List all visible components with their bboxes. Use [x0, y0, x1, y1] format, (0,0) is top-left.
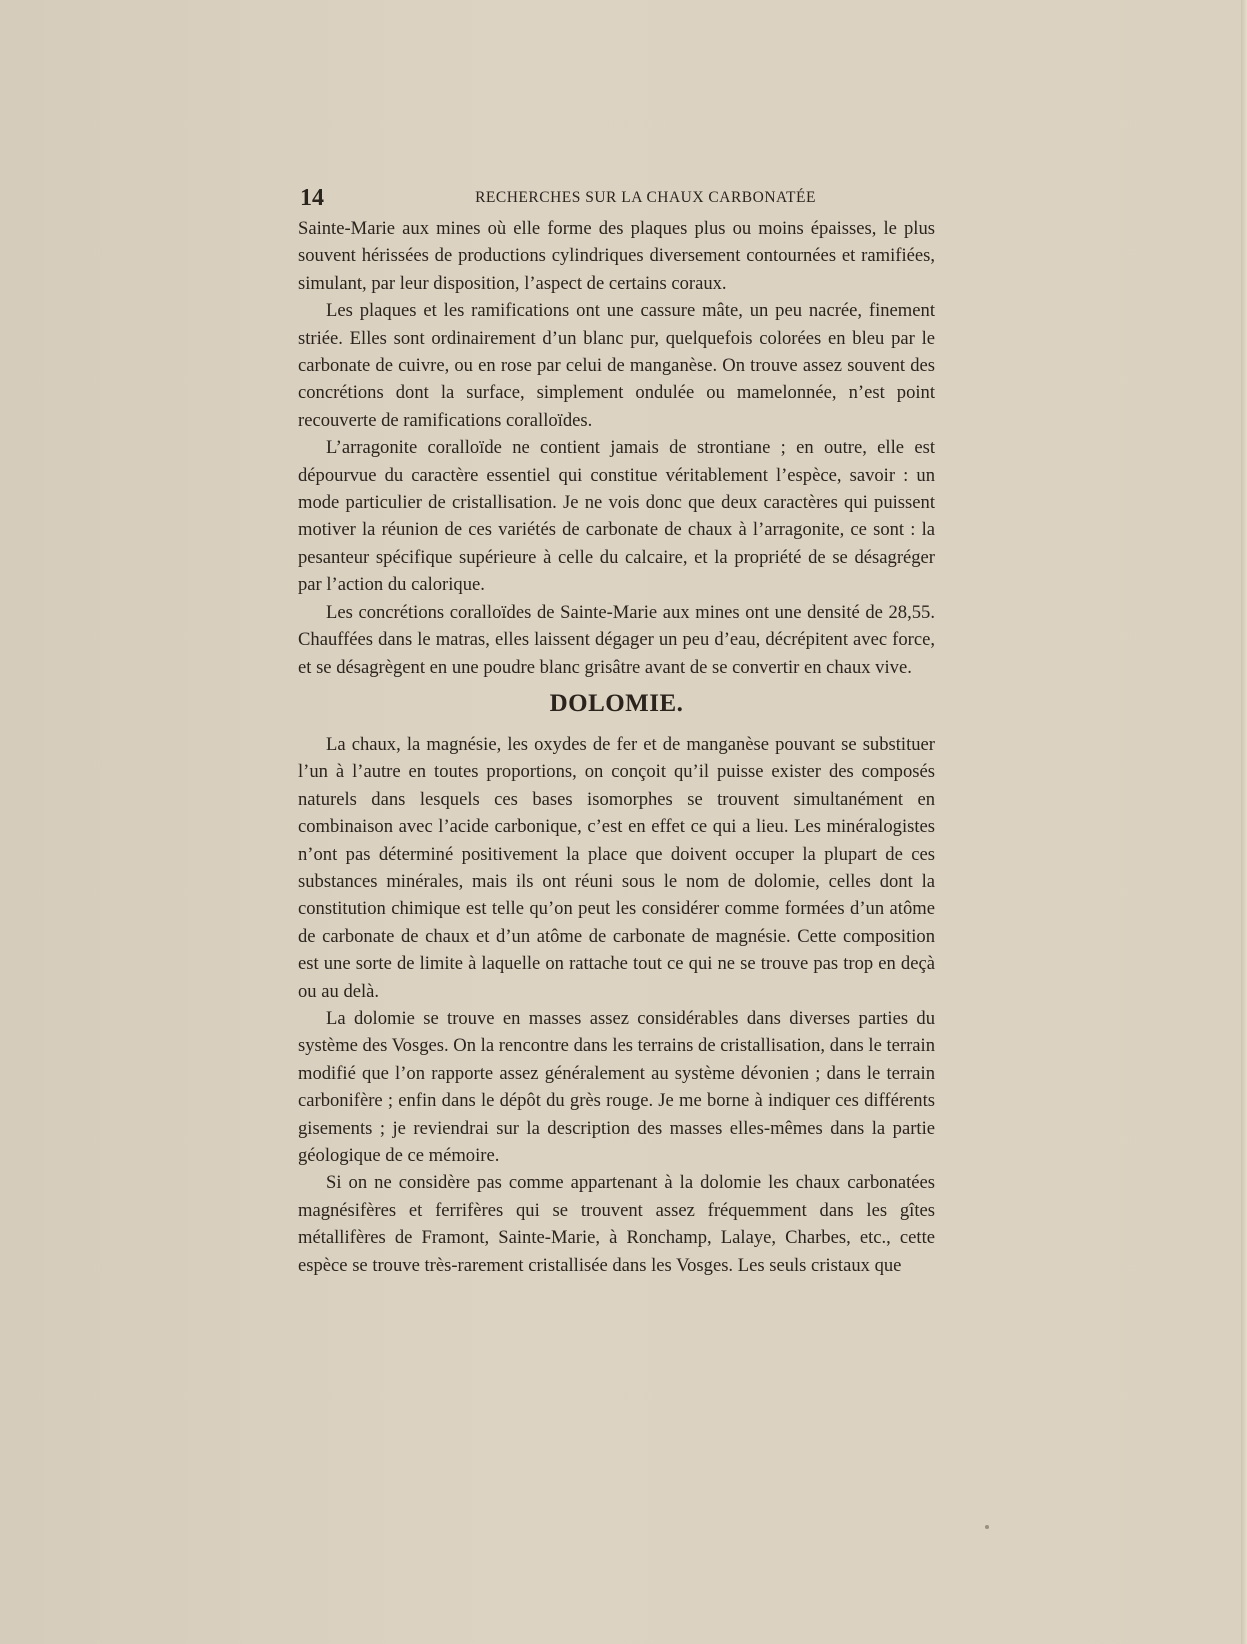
paragraph: Les concrétions coralloïdes de Sainte-Marie aux mines ont une densité de 28,55. Chauffées dans le matras, elles laissent dégager un peu d’eau, décrépitent avec force, et se désagrègent en une poudre blanc grisâtre avant de se convertir en chaux vive. — [298, 601, 935, 678]
paragraph: L’arragonite coralloïde ne contient jamais de strontiane ; en outre, elle est dépourvue du caractère essentiel qui constitue véritablement l’espèce, savoir : un mode particulier de cristallisation. Je ne vois donc que deux caractères qui puissent motiver la réunion de ces variétés de carbonate de chaux à l’arragonite, ce sont : la pesanteur spécifique supérieure à celle du calcaire, et la propriété de se désagréger par l’action du calorique. — [298, 437, 935, 596]
page-edge — [1241, 0, 1247, 1644]
page-number: 14 — [300, 185, 324, 211]
paragraph: Si on ne considère pas comme appartenant à la dolomie les chaux carbonatées magnésifères et ferrifères qui se trouvent assez fréquemment dans les gîtes métallifères de Framont, Sainte-Marie, à Ronchamp, Lalaye, Charbes, etc., cette espèce se trouve très-rarement cristallisée dans les Vosges. Les seuls cristaux que — [298, 1172, 935, 1276]
running-title: RECHERCHES SUR LA CHAUX CARBONATÉE — [475, 189, 816, 206]
section-title: DOLOMIE. — [549, 689, 684, 717]
paragraph: La chaux, la magnésie, les oxydes de fer et de manganèse pouvant se substituer l’un à l’autre en toutes proportions, on conçoit qu’il puisse exister des composés naturels dans lesquels ces bases isomorphes se trouvent simultanément en combinaison avec l’acide carbonique, c’est en effet ce qui a lieu. Les minéralogistes n’ont pas déterminé positivement la place que doivent occuper la plupart de ces substances minérales, mais ils ont réuni sous le nom de dolomie, celles dont la constitution chimique est telle qu’on peut les considérer comme formées d’un atôme de carbonate de chaux et d’un atôme de carbonate de magnésie. Cette composition est une sorte de limite à laquelle on rattache tout ce qui ne se trouve pas trop en deçà ou au delà. — [298, 733, 935, 1002]
paragraph: La dolomie se trouve en masses assez considérables dans diverses parties du système des Vosges. On la rencontre dans les terrains de cristallisation, dans le terrain modifié que l’on rapporte assez généralement au système dévonien ; dans le terrain carbonifère ; enfin dans le dépôt du grès rouge. Je me borne à indiquer ces différents gisements ; je reviendrai sur la description des masses elles-mêmes dans la partie géologique de ce mémoire. — [298, 1007, 936, 1166]
text-block — [298, 183, 935, 1279]
running-head — [298, 183, 935, 213]
paper-speck — [985, 1525, 989, 1529]
paragraph: Les plaques et les ramifications ont une cassure mâte, un peu nacrée, finement striée. Elles sont ordinairement d’un blanc pur, quelquefois colorées en bleu par le carbonate de cuivre, ou en rose par celui de manganèse. On trouve assez souvent des concrétions dont la surface, simplement ondulée ou mamelonnée, n’est point recouverte de ramifications coralloïdes. — [298, 300, 935, 431]
paragraph-continuation: Sainte-Marie aux mines où elle forme des plaques plus ou moins épaisses, le plus souvent hérissées de productions cylindriques diversement contournées et ramifiées, simulant, par leur disposition, l’aspect de certains coraux. — [298, 218, 935, 294]
